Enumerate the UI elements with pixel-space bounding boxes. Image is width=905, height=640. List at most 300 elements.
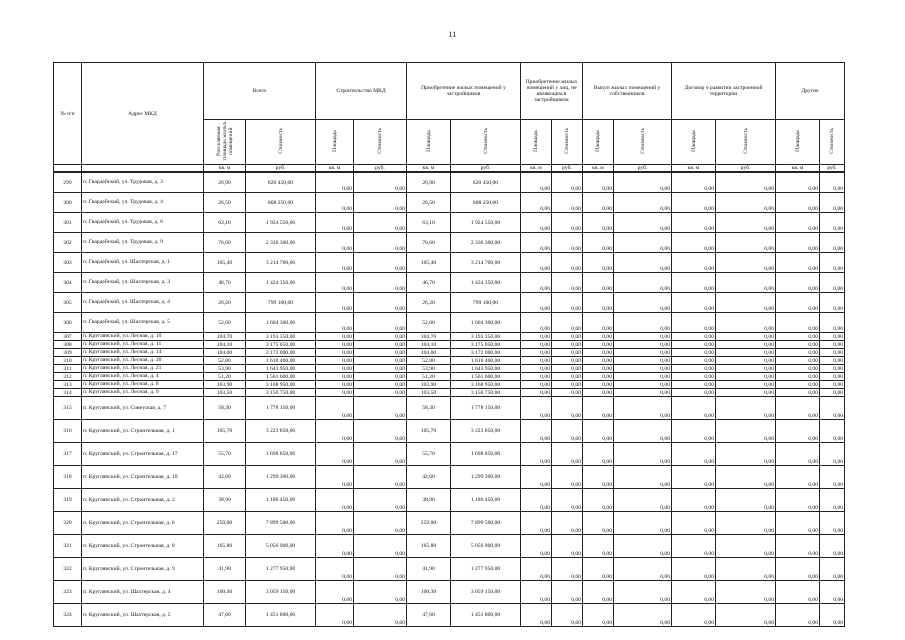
buyout-cost: 0,00: [614, 381, 672, 389]
buyout-area: 0,00: [583, 381, 614, 389]
non-developer-area: 0,00: [521, 357, 552, 365]
purchase-cost: 3 175 050,00: [451, 341, 521, 349]
other-area: 0,00: [776, 341, 820, 349]
construction-area: 0,00: [316, 365, 354, 373]
non-developer-cost: 0,00: [552, 293, 583, 313]
table-row: [54, 293, 845, 313]
row-number: 316: [54, 420, 82, 443]
row-cost: 799 100,00: [246, 293, 316, 313]
row-area: 104,10: [204, 341, 246, 349]
row-area: 26,20: [204, 293, 246, 313]
other-area: 0,00: [776, 512, 820, 535]
territory-cost: 0,00: [716, 365, 776, 373]
row-number: 305: [54, 293, 82, 313]
non-developer-area: 0,00: [521, 466, 552, 489]
other-cost: 0,00: [820, 333, 845, 341]
row-address: п. Круглянский, ул. Лесная, д. 14: [82, 349, 204, 357]
non-developer-cost: 0,00: [552, 365, 583, 373]
row-number: 322: [54, 558, 82, 581]
row-area: 42,60: [204, 466, 246, 489]
construction-cost: 0,00: [354, 420, 407, 443]
row-cost: 1 299 300,00: [246, 466, 316, 489]
table-row: [54, 349, 845, 357]
buyout-area: 0,00: [583, 293, 614, 313]
construction-area: 0,00: [316, 489, 354, 512]
other-cost: 0,00: [820, 420, 845, 443]
purchase-area: 165,80: [407, 535, 451, 558]
territory-area: 0,00: [672, 581, 716, 604]
construction-cost: 0,00: [354, 397, 407, 420]
construction-cost: 0,00: [354, 604, 407, 627]
subheader-area: Площадь: [407, 120, 451, 165]
construction-cost: 0,00: [354, 233, 407, 253]
subheader-area: Площадь: [776, 120, 820, 165]
purchase-area: 26,90: [407, 172, 451, 193]
row-number: 323: [54, 581, 82, 604]
buyout-cost: 0,00: [614, 397, 672, 420]
other-area: 0,00: [776, 604, 820, 627]
construction-cost: 0,00: [354, 373, 407, 381]
territory-cost: 0,00: [716, 341, 776, 349]
non-developer-area: 0,00: [521, 604, 552, 627]
other-area: 0,00: [776, 349, 820, 357]
non-developer-area: 0,00: [521, 397, 552, 420]
row-number: 324: [54, 604, 82, 627]
unit-sqm: кв. м: [204, 165, 246, 173]
construction-area: 0,00: [316, 512, 354, 535]
buyout-area: 0,00: [583, 333, 614, 341]
row-cost: 808 250,00: [246, 193, 316, 213]
row-number: 302: [54, 233, 82, 253]
territory-cost: 0,00: [716, 193, 776, 213]
buyout-cost: 0,00: [614, 535, 672, 558]
buyout-area: 0,00: [583, 443, 614, 466]
buyout-area: 0,00: [583, 172, 614, 193]
buyout-area: 0,00: [583, 349, 614, 357]
construction-area: 0,00: [316, 341, 354, 349]
purchase-cost: 7 899 500,00: [451, 512, 521, 535]
non-developer-cost: 0,00: [552, 373, 583, 381]
unit-rub: руб.: [716, 165, 776, 173]
purchase-cost: 3 156 750,00: [451, 389, 521, 397]
purchase-area: 104,70: [407, 333, 451, 341]
table-row: [54, 333, 845, 341]
other-area: 0,00: [776, 581, 820, 604]
other-cost: 0,00: [820, 581, 845, 604]
other-area: 0,00: [776, 535, 820, 558]
row-address: п. Гвардейский, ул. Шахтерская, д. 3: [82, 273, 204, 293]
other-cost: 0,00: [820, 373, 845, 381]
row-number: 320: [54, 512, 82, 535]
row-area: 58,30: [204, 397, 246, 420]
non-developer-area: 0,00: [521, 273, 552, 293]
other-cost: 0,00: [820, 233, 845, 253]
buyout-cost: 0,00: [614, 389, 672, 397]
unit-sqm: кв. м: [407, 165, 451, 173]
row-cost: 1 277 950,00: [246, 558, 316, 581]
unit-sqm: кв. м: [583, 165, 614, 173]
construction-area: 0,00: [316, 349, 354, 357]
other-area: 0,00: [776, 333, 820, 341]
territory-cost: 0,00: [716, 558, 776, 581]
non-developer-cost: 0,00: [552, 558, 583, 581]
other-area: 0,00: [776, 357, 820, 365]
territory-area: 0,00: [672, 357, 716, 365]
construction-area: 0,00: [316, 381, 354, 389]
buyout-cost: 0,00: [614, 443, 672, 466]
unit-rub: руб.: [246, 165, 316, 173]
row-cost: 7 899 500,00: [246, 512, 316, 535]
territory-area: 0,00: [672, 512, 716, 535]
row-number: 318: [54, 466, 82, 489]
row-address: п. Гвардейский, ул. Шахтерская, д. 5: [82, 313, 204, 333]
non-developer-area: 0,00: [521, 365, 552, 373]
other-area: 0,00: [776, 389, 820, 397]
buyout-area: 0,00: [583, 535, 614, 558]
row-cost: 3 223 850,00: [246, 420, 316, 443]
buyout-cost: 0,00: [614, 213, 672, 233]
purchase-area: 53,90: [407, 365, 451, 373]
buyout-cost: 0,00: [614, 512, 672, 535]
other-cost: 0,00: [820, 213, 845, 233]
row-address: п. Круглянский, ул. Строительная, д. 17: [82, 443, 204, 466]
purchase-area: 100,30: [407, 581, 451, 604]
row-address: п. Круглянский, ул. Строительная, д. 18: [82, 466, 204, 489]
row-cost: 5 056 900,00: [246, 535, 316, 558]
table-row: [54, 420, 845, 443]
row-area: 55,70: [204, 443, 246, 466]
buyout-cost: 0,00: [614, 489, 672, 512]
row-address: п. Круглянский, ул. Строительная, д. 1: [82, 420, 204, 443]
other-cost: 0,00: [820, 381, 845, 389]
territory-cost: 0,00: [716, 381, 776, 389]
non-developer-area: 0,00: [521, 333, 552, 341]
table-row: [54, 172, 845, 193]
construction-area: 0,00: [316, 443, 354, 466]
row-number: 308: [54, 341, 82, 349]
row-number: 312: [54, 373, 82, 381]
non-developer-area: 0,00: [521, 373, 552, 381]
construction-cost: 0,00: [354, 365, 407, 373]
row-address: п. Круглянский, ул. Шахтерская, д. 4: [82, 581, 204, 604]
row-cost: 1 604 300,00: [246, 313, 316, 333]
construction-cost: 0,00: [354, 535, 407, 558]
other-cost: 0,00: [820, 193, 845, 213]
territory-cost: 0,00: [716, 389, 776, 397]
table-row: [54, 373, 845, 381]
row-area: 52,60: [204, 313, 246, 333]
resettlement-table: [53, 62, 845, 627]
construction-area: 0,00: [316, 357, 354, 365]
purchase-cost: 1 451 800,00: [451, 604, 521, 627]
row-number: 304: [54, 273, 82, 293]
construction-cost: 0,00: [354, 381, 407, 389]
territory-area: 0,00: [672, 253, 716, 273]
construction-cost: 0,00: [354, 333, 407, 341]
row-address: п. Круглянский, ул. Лесная, д. 8: [82, 381, 204, 389]
territory-area: 0,00: [672, 365, 716, 373]
row-area: 46,70: [204, 273, 246, 293]
construction-cost: 0,00: [354, 341, 407, 349]
subheader-cost: Стоимость: [614, 120, 672, 165]
construction-cost: 0,00: [354, 172, 407, 193]
non-developer-cost: 0,00: [552, 341, 583, 349]
non-developer-area: 0,00: [521, 349, 552, 357]
construction-area: 0,00: [316, 172, 354, 193]
other-cost: 0,00: [820, 558, 845, 581]
row-area: 26,50: [204, 193, 246, 213]
other-cost: 0,00: [820, 341, 845, 349]
non-developer-cost: 0,00: [552, 357, 583, 365]
territory-area: 0,00: [672, 604, 716, 627]
non-developer-cost: 0,00: [552, 381, 583, 389]
construction-area: 0,00: [316, 213, 354, 233]
non-developer-cost: 0,00: [552, 313, 583, 333]
territory-area: 0,00: [672, 233, 716, 253]
purchase-area: 104,00: [407, 349, 451, 357]
other-cost: 0,00: [820, 357, 845, 365]
header-purchase-non-developers: Приобретение жилых помещений у лиц, не являющихся застройщиком: [521, 63, 583, 120]
table-row: [54, 273, 845, 293]
purchase-cost: 2 336 300,00: [451, 233, 521, 253]
row-address: п. Гвардейский, ул. Трудовая, д. 6: [82, 213, 204, 233]
table-row: [54, 313, 845, 333]
territory-area: 0,00: [672, 341, 716, 349]
row-number: 299: [54, 172, 82, 193]
non-developer-cost: 0,00: [552, 233, 583, 253]
territory-area: 0,00: [672, 381, 716, 389]
table-row: [54, 213, 845, 233]
header-total: Всего: [204, 63, 316, 120]
row-area: 51,20: [204, 373, 246, 381]
row-area: 41,90: [204, 558, 246, 581]
buyout-cost: 0,00: [614, 373, 672, 381]
construction-area: 0,00: [316, 313, 354, 333]
territory-area: 0,00: [672, 293, 716, 313]
non-developer-area: 0,00: [521, 389, 552, 397]
row-number: 310: [54, 357, 82, 365]
buyout-area: 0,00: [583, 313, 614, 333]
header-num: № п/п: [54, 63, 82, 165]
territory-area: 0,00: [672, 558, 716, 581]
purchase-area: 52,80: [407, 357, 451, 365]
row-address: п. Круглянский, ул. Строительная, д. 8: [82, 535, 204, 558]
purchase-cost: 1 604 300,00: [451, 313, 521, 333]
row-number: 300: [54, 193, 82, 213]
row-number: 314: [54, 389, 82, 397]
table-row: [54, 193, 845, 213]
territory-area: 0,00: [672, 420, 716, 443]
territory-cost: 0,00: [716, 466, 776, 489]
construction-cost: 0,00: [354, 213, 407, 233]
construction-cost: 0,00: [354, 349, 407, 357]
row-address: п. Гвардейский, ул. Шахтерская, д. 1: [82, 253, 204, 273]
territory-cost: 0,00: [716, 357, 776, 365]
buyout-area: 0,00: [583, 357, 614, 365]
territory-cost: 0,00: [716, 253, 776, 273]
construction-cost: 0,00: [354, 389, 407, 397]
construction-area: 0,00: [316, 233, 354, 253]
purchase-area: 103,50: [407, 389, 451, 397]
construction-area: 0,00: [316, 273, 354, 293]
purchase-cost: 1 778 150,00: [451, 397, 521, 420]
construction-cost: 0,00: [354, 253, 407, 273]
construction-area: 0,00: [316, 253, 354, 273]
construction-area: 0,00: [316, 333, 354, 341]
table-row: [54, 381, 845, 389]
construction-cost: 0,00: [354, 489, 407, 512]
buyout-cost: 0,00: [614, 466, 672, 489]
unit-rub: руб.: [614, 165, 672, 173]
table-row: [54, 365, 845, 373]
buyout-area: 0,00: [583, 273, 614, 293]
buyout-cost: 0,00: [614, 604, 672, 627]
territory-cost: 0,00: [716, 273, 776, 293]
non-developer-area: 0,00: [521, 581, 552, 604]
buyout-area: 0,00: [583, 489, 614, 512]
buyout-area: 0,00: [583, 420, 614, 443]
non-developer-cost: 0,00: [552, 581, 583, 604]
territory-cost: 0,00: [716, 512, 776, 535]
row-address: п. Гвардейский, ул. Трудовая, д. 3: [82, 172, 204, 193]
row-cost: 2 336 300,00: [246, 233, 316, 253]
purchase-area: 52,60: [407, 313, 451, 333]
row-address: п. Круглянский, ул. Лесная, д. 11: [82, 341, 204, 349]
row-area: 105,70: [204, 420, 246, 443]
other-area: 0,00: [776, 489, 820, 512]
other-area: 0,00: [776, 172, 820, 193]
purchase-area: 26,20: [407, 293, 451, 313]
buyout-area: 0,00: [583, 213, 614, 233]
construction-area: 0,00: [316, 604, 354, 627]
purchase-cost: 1 277 950,00: [451, 558, 521, 581]
purchase-area: 42,60: [407, 466, 451, 489]
row-cost: 1 561 600,00: [246, 373, 316, 381]
non-developer-cost: 0,00: [552, 604, 583, 627]
unit-sqm: кв. м: [521, 165, 552, 173]
purchase-area: 104,10: [407, 341, 451, 349]
row-cost: 1 610 400,00: [246, 357, 316, 365]
row-cost: 3 168 950,00: [246, 381, 316, 389]
buyout-cost: 0,00: [614, 193, 672, 213]
territory-area: 0,00: [672, 349, 716, 357]
non-developer-cost: 0,00: [552, 420, 583, 443]
subheader-area: Площадь: [316, 120, 354, 165]
table-row: [54, 558, 845, 581]
non-developer-area: 0,00: [521, 558, 552, 581]
table-row: [54, 489, 845, 512]
construction-cost: 0,00: [354, 466, 407, 489]
buyout-area: 0,00: [583, 604, 614, 627]
construction-area: 0,00: [316, 389, 354, 397]
table-row: [54, 233, 845, 253]
non-developer-area: 0,00: [521, 213, 552, 233]
other-cost: 0,00: [820, 349, 845, 357]
subheader-resettled-area: Расселяемая площадь жилых помещений: [204, 120, 246, 165]
buyout-area: 0,00: [583, 466, 614, 489]
territory-cost: 0,00: [716, 293, 776, 313]
non-developer-cost: 0,00: [552, 466, 583, 489]
non-developer-cost: 0,00: [552, 213, 583, 233]
row-cost: 3 175 050,00: [246, 341, 316, 349]
construction-area: 0,00: [316, 420, 354, 443]
territory-area: 0,00: [672, 389, 716, 397]
non-developer-area: 0,00: [521, 172, 552, 193]
row-cost: 3 193 350,00: [246, 333, 316, 341]
purchase-area: 51,20: [407, 373, 451, 381]
construction-cost: 0,00: [354, 313, 407, 333]
row-area: 52,80: [204, 357, 246, 365]
purchase-cost: 799 100,00: [451, 293, 521, 313]
other-area: 0,00: [776, 373, 820, 381]
row-area: 104,70: [204, 333, 246, 341]
row-number: 307: [54, 333, 82, 341]
row-number: 301: [54, 213, 82, 233]
row-address: п. Гвардейский, ул. Трудовая, д. 9: [82, 233, 204, 253]
purchase-cost: 1 186 450,00: [451, 489, 521, 512]
purchase-cost: 3 059 150,00: [451, 581, 521, 604]
non-developer-area: 0,00: [521, 313, 552, 333]
other-cost: 0,00: [820, 273, 845, 293]
buyout-area: 0,00: [583, 581, 614, 604]
other-cost: 0,00: [820, 293, 845, 313]
buyout-cost: 0,00: [614, 172, 672, 193]
purchase-area: 76,60: [407, 233, 451, 253]
purchase-cost: 3 223 850,00: [451, 420, 521, 443]
row-area: 259,00: [204, 512, 246, 535]
unit-rub: руб.: [552, 165, 583, 173]
buyout-area: 0,00: [583, 389, 614, 397]
territory-area: 0,00: [672, 172, 716, 193]
construction-cost: 0,00: [354, 558, 407, 581]
row-area: 105,40: [204, 253, 246, 273]
row-number: 319: [54, 489, 82, 512]
other-cost: 0,00: [820, 253, 845, 273]
construction-area: 0,00: [316, 193, 354, 213]
row-cost: 3 059 150,00: [246, 581, 316, 604]
purchase-cost: 3 193 350,00: [451, 333, 521, 341]
non-developer-cost: 0,00: [552, 443, 583, 466]
purchase-area: 46,70: [407, 273, 451, 293]
subheader-cost: Стоимость: [246, 120, 316, 165]
buyout-area: 0,00: [583, 253, 614, 273]
territory-cost: 0,00: [716, 313, 776, 333]
buyout-cost: 0,00: [614, 349, 672, 357]
row-address: п. Круглянский, ул. Строительная, д. 9: [82, 558, 204, 581]
territory-area: 0,00: [672, 193, 716, 213]
territory-area: 0,00: [672, 535, 716, 558]
purchase-cost: 820 450,00: [451, 172, 521, 193]
row-address: п. Круглянский, ул. Строительная, д. 2: [82, 489, 204, 512]
row-cost: 1 924 550,00: [246, 213, 316, 233]
territory-area: 0,00: [672, 443, 716, 466]
purchase-cost: 3 214 700,00: [451, 253, 521, 273]
row-cost: 1 186 450,00: [246, 489, 316, 512]
buyout-cost: 0,00: [614, 313, 672, 333]
subheader-cost: Стоимость: [820, 120, 845, 165]
non-developer-cost: 0,00: [552, 489, 583, 512]
table-body: [54, 172, 845, 627]
other-area: 0,00: [776, 466, 820, 489]
other-cost: 0,00: [820, 489, 845, 512]
purchase-area: 105,40: [407, 253, 451, 273]
other-area: 0,00: [776, 420, 820, 443]
subheader-cost: Стоимость: [716, 120, 776, 165]
construction-area: 0,00: [316, 581, 354, 604]
purchase-cost: 808 250,00: [451, 193, 521, 213]
non-developer-area: 0,00: [521, 193, 552, 213]
construction-cost: 0,00: [354, 273, 407, 293]
